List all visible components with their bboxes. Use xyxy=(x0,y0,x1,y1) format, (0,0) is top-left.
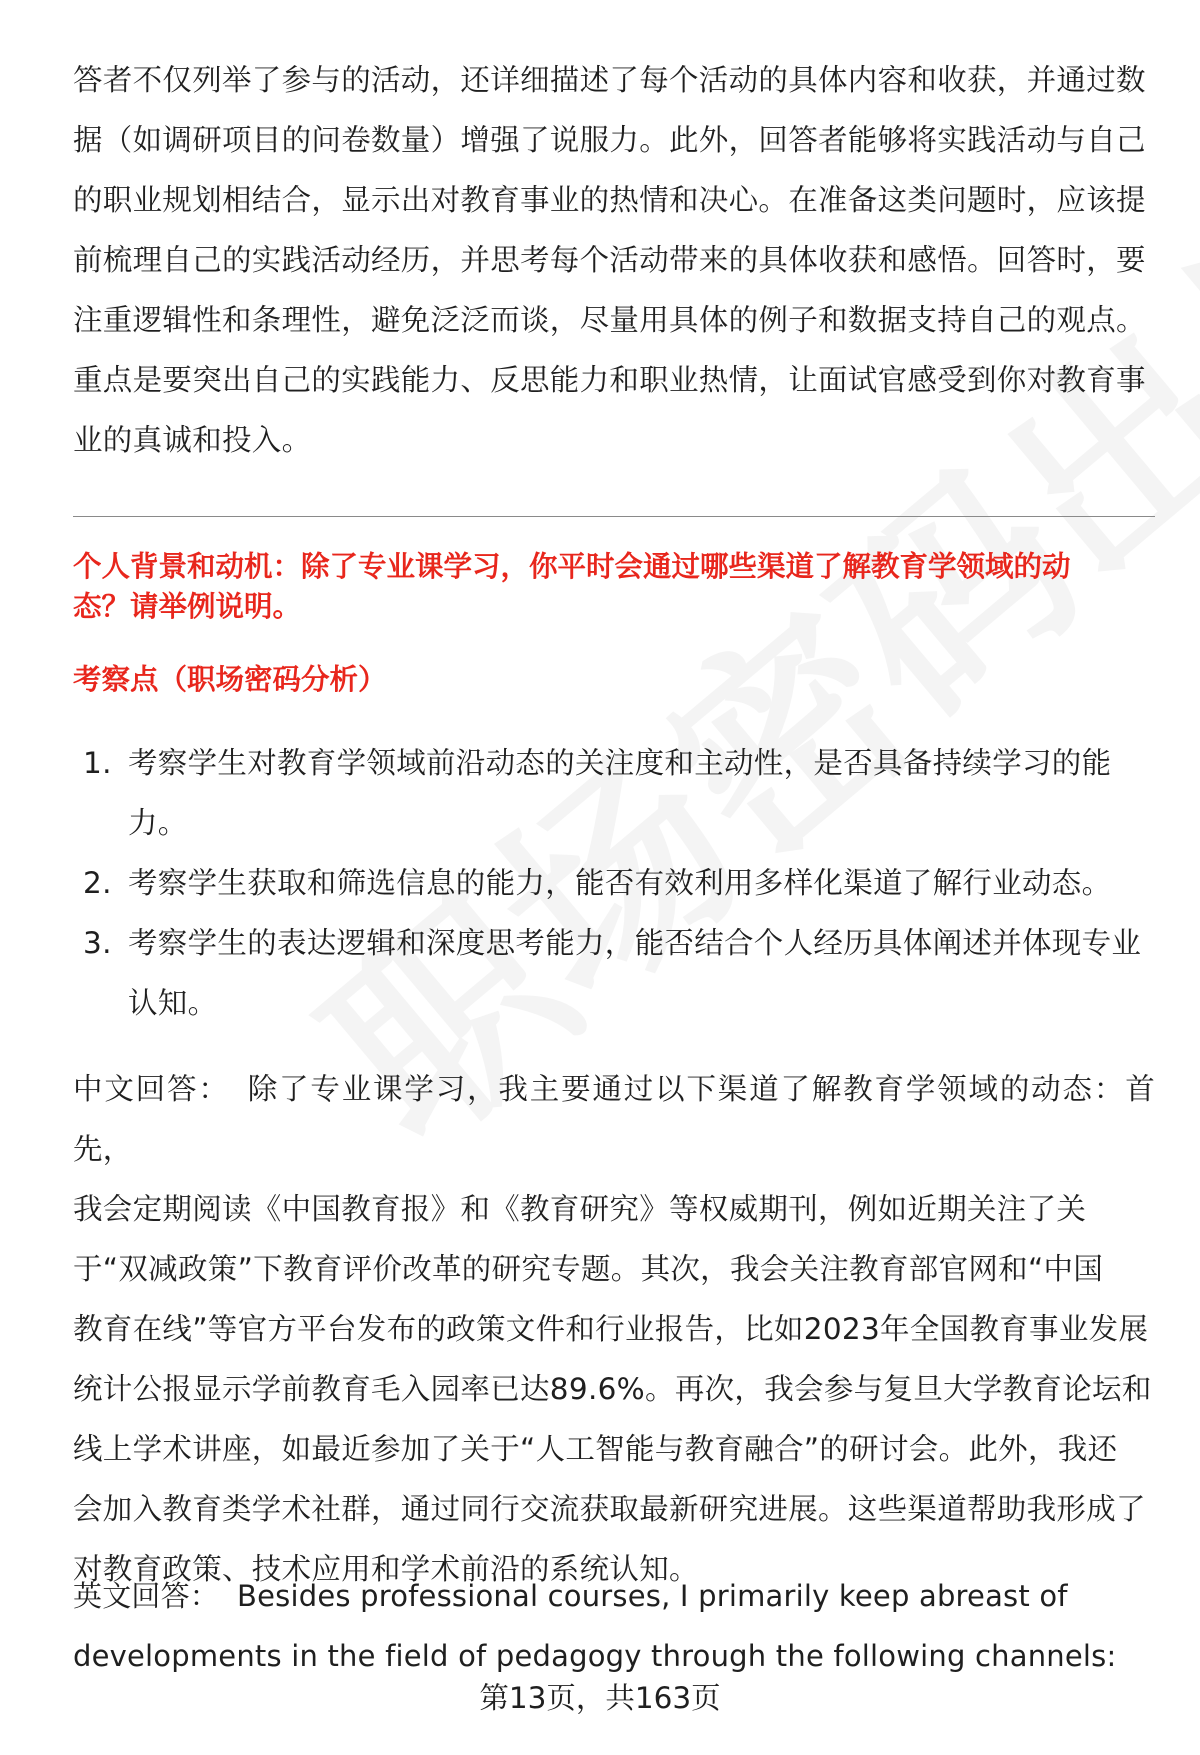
list-item-line: 力。 xyxy=(128,806,188,840)
answer-line: 会加入教育类学术社群，通过同行交流获取最新研究进展。这些渠道帮助我形成了 xyxy=(73,1492,1146,1526)
intro-line: 的职业规划相结合，显示出对教育事业的热情和决心。在准备这类问题时，应该提 xyxy=(73,183,1146,217)
list-item-line: 认知。 xyxy=(128,986,218,1020)
analysis-heading: 考察点（职场密码分析） xyxy=(73,663,387,696)
answer-line: developments in the field of pedagogy through the following channels: xyxy=(73,1639,1117,1673)
intro-line: 答者不仅列举了参与的活动，还详细描述了每个活动的具体内容和收获，并通过数 xyxy=(73,63,1146,97)
answer-label: 中文回答： xyxy=(73,1072,230,1106)
chinese-answer xyxy=(73,1059,1155,1599)
answer-label: 英文回答： xyxy=(73,1579,220,1613)
list-number: 1. xyxy=(83,746,112,780)
page-number: 第13页，共163页 xyxy=(479,1681,721,1715)
list-item-line: 考察学生获取和筛选信息的能力，能否有效利用多样化渠道了解行业动态。 xyxy=(128,866,1112,900)
answer-line: 对教育政策、技术应用和学术前沿的系统认知。 xyxy=(73,1552,699,1586)
answer-line: 我会定期阅读《中国教育报》和《教育研究》等权威期刊，例如近期关注了关 xyxy=(73,1192,1087,1226)
list-item-line: 考察学生对教育学领域前沿动态的关注度和主动性，是否具备持续学习的能 xyxy=(128,746,1112,780)
list-number: 2. xyxy=(83,866,112,900)
intro-line: 重点是要突出自己的实践能力、反思能力和职业热情，让面试官感受到你对教育事 xyxy=(73,363,1146,397)
points-list xyxy=(73,733,1155,1033)
answer-line: 于“双减政策”下教育评价改革的研究专题。其次，我会关注教育部官网和“中国 xyxy=(73,1252,1104,1286)
english-answer xyxy=(73,1566,1155,1686)
intro-section xyxy=(73,50,1155,470)
answer-line xyxy=(73,1059,1155,1179)
intro-line: 注重逻辑性和条理性，避免泛泛而谈，尽量用具体的例子和数据支持自己的观点。 xyxy=(73,303,1146,337)
intro-line: 前梳理自己的实践活动经历，并思考每个活动带来的具体收获和感悟。回答时，要 xyxy=(73,243,1146,277)
list-item xyxy=(73,853,1155,913)
intro-line: 业的真诚和投入。 xyxy=(73,423,312,457)
answer-line: 教育在线”等官方平台发布的政策文件和行业报告，比如2023年全国教育事业发展 xyxy=(73,1312,1149,1346)
question-line: 个人背景和动机：除了专业课学习，你平时会通过哪些渠道了解教育学领域的动 xyxy=(73,550,1071,583)
answer-text: Besides professional courses, I primarily keep abreast of xyxy=(237,1579,1068,1613)
list-item xyxy=(73,913,1155,1033)
answer-line xyxy=(73,1566,1155,1626)
answer-line: 统计公报显示学前教育毛入园率已达89.6%。再次，我会参与复旦大学教育论坛和 xyxy=(73,1372,1152,1406)
intro-line: 据（如调研项目的问卷数量）增强了说服力。此外，回答者能够将实践活动与自己 xyxy=(73,123,1146,157)
section-divider xyxy=(73,516,1155,517)
list-number: 3. xyxy=(83,926,112,960)
list-item-line: 考察学生的表达逻辑和深度思考能力，能否结合个人经历具体阐述并体现专业 xyxy=(128,926,1142,960)
answer-line: 线上学术讲座，如最近参加了关于“人工智能与教育融合”的研讨会。此外，我还 xyxy=(73,1432,1118,1466)
question-heading xyxy=(73,547,1155,627)
question-line: 态？请举例说明。 xyxy=(73,590,302,623)
list-item xyxy=(73,733,1155,853)
answer-text: 除了专业课学习，我主要通过以下渠道了解教育学领域的动态：首先， xyxy=(73,1072,1155,1166)
